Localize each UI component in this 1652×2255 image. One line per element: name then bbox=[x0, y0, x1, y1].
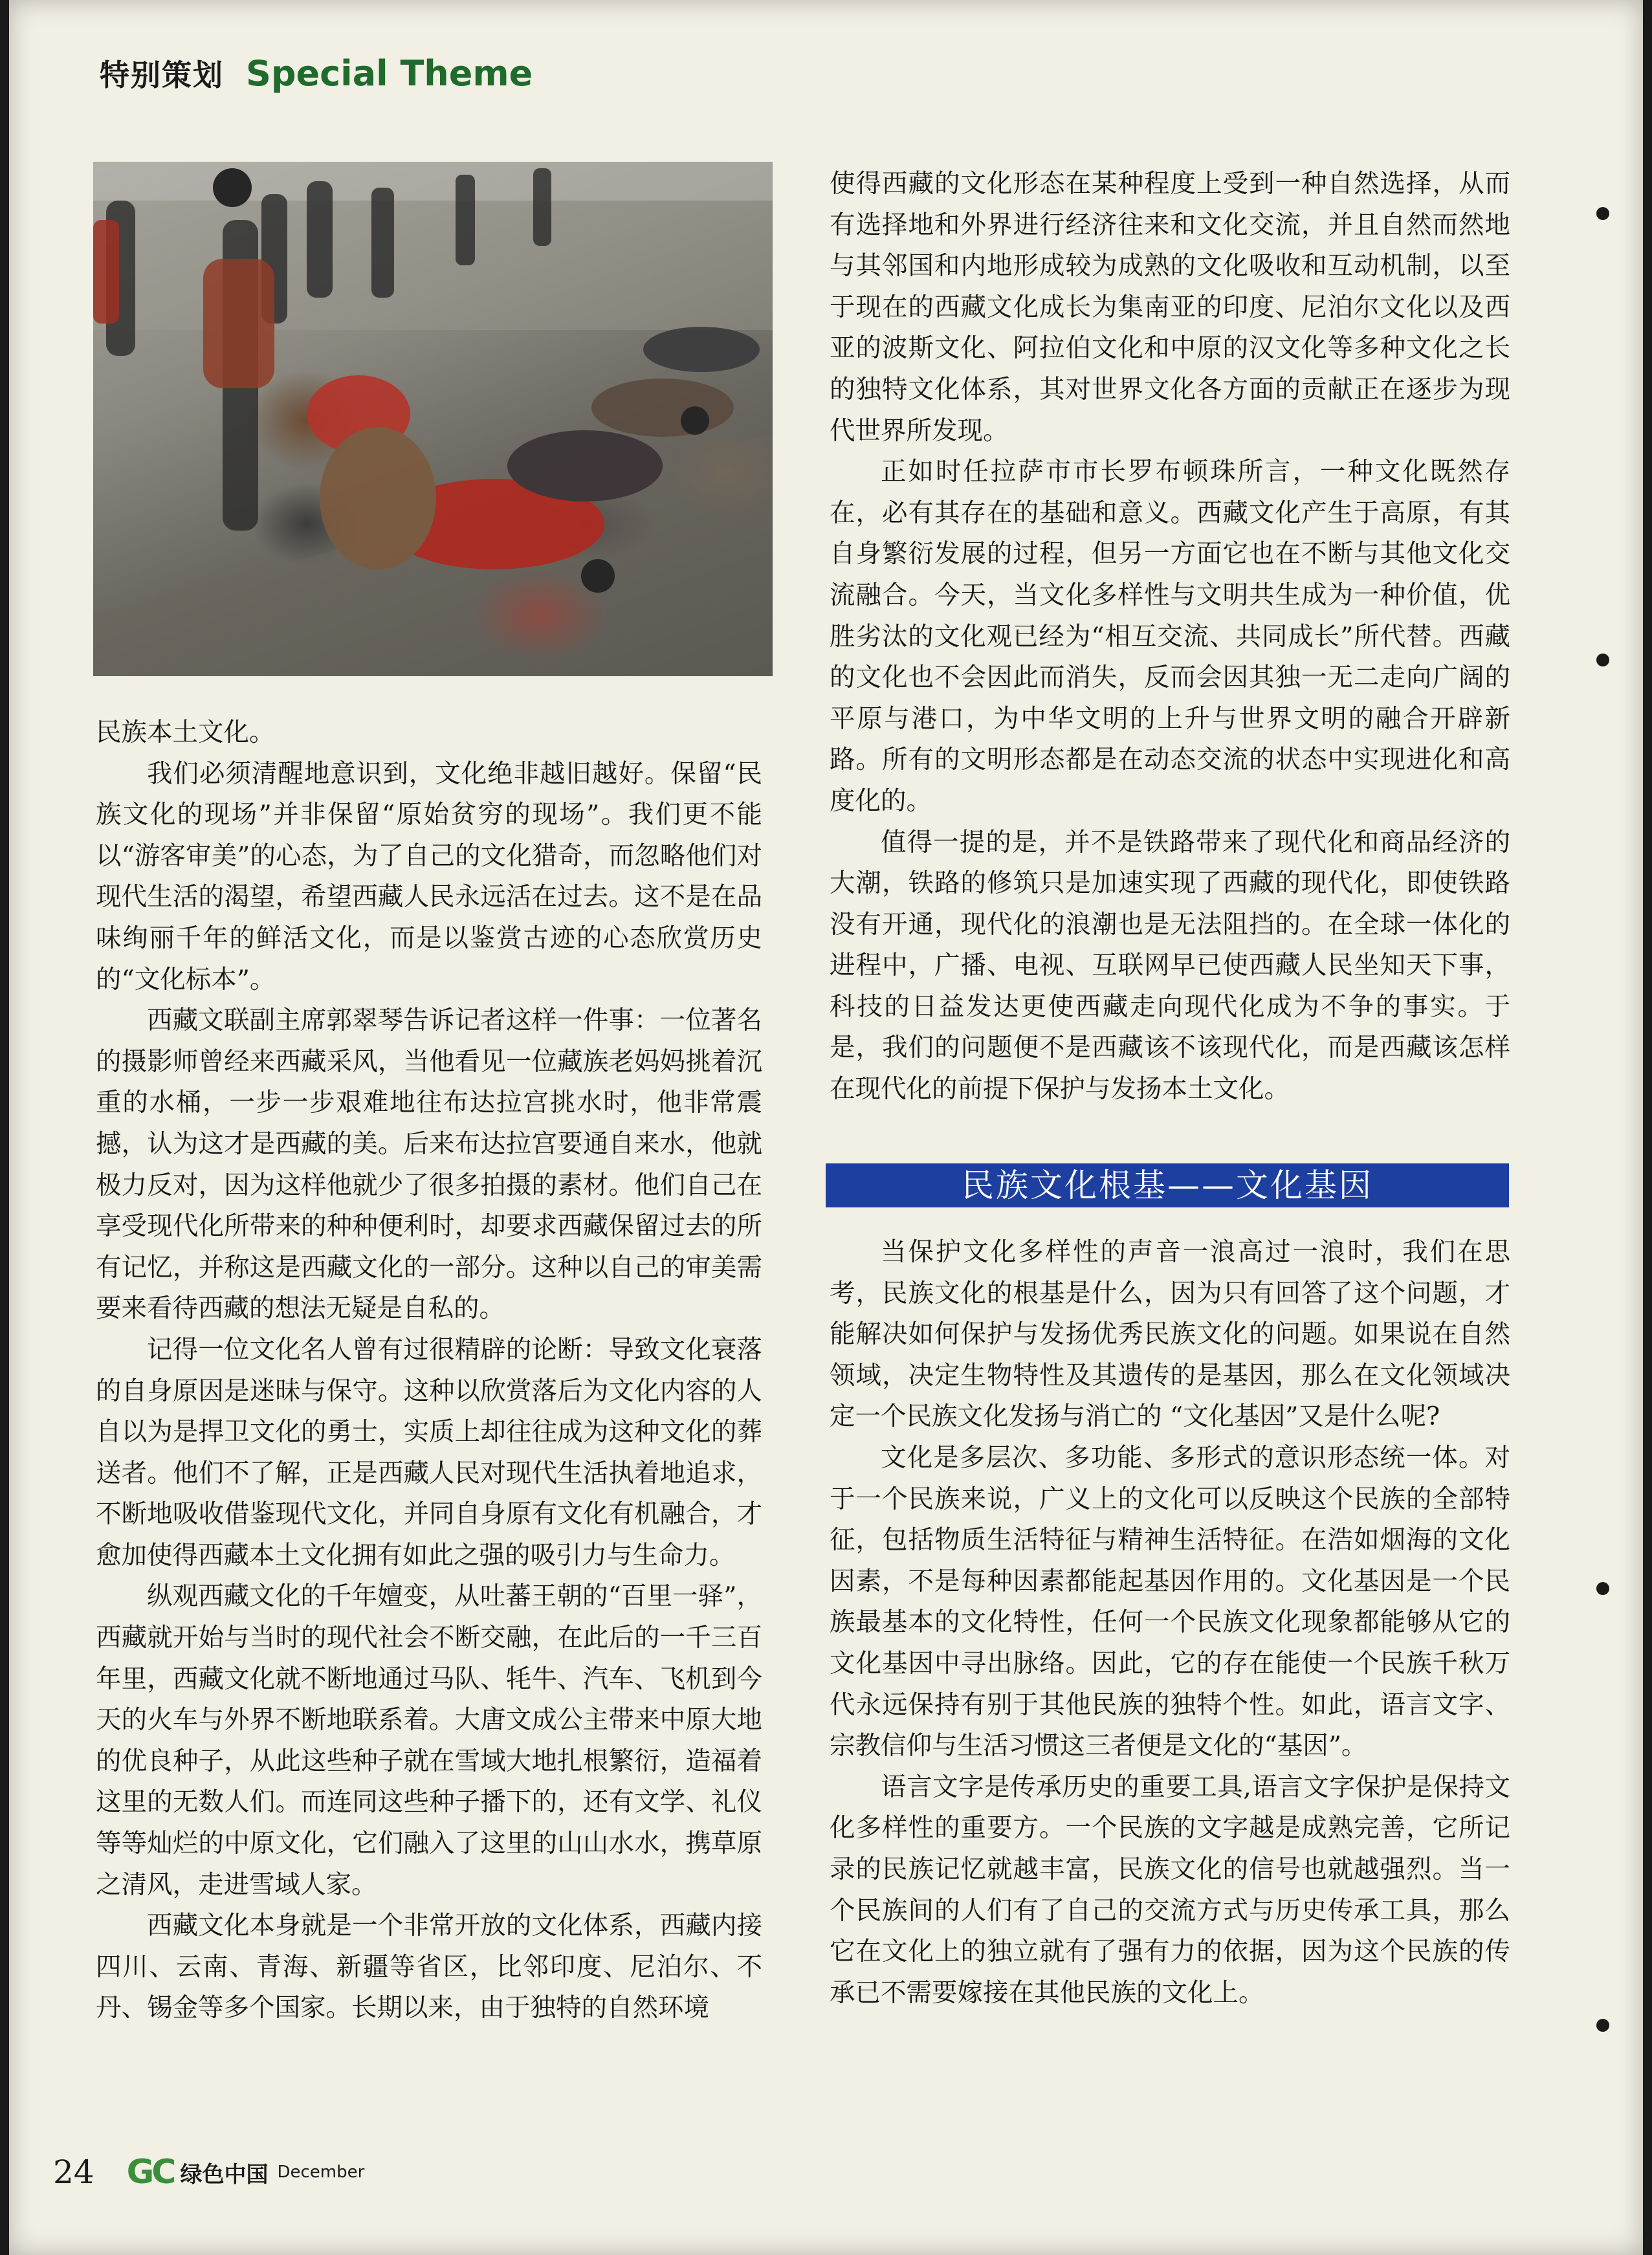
photo-illustration bbox=[93, 162, 773, 676]
page-number: 24 bbox=[53, 2153, 94, 2191]
section-heading: 民族文化根基——文化基因 bbox=[826, 1163, 1509, 1207]
binder-hole-icon bbox=[1596, 654, 1609, 666]
paragraph: 纵观西藏文化的千年嬗变，从吐蕃王朝的“百里一驿”，西藏就开始与当时的现代社会不断交融，在此后的一千三百年里，西藏文化就不断地通过马队、牦牛、汽车、飞机到今天的火车与外界不断地联系着。大唐文成公主带来中原大地的优良种子，从此这些种子就在雪域大地扎根繁衍，造福着这里的无数人们。而连同这些种子播下的，还有文学、礼仪等等灿烂的中原文化，它们融入了这里的山山水水，携草原之清风，走进雪域人家。 bbox=[96, 1581, 762, 1900]
paragraph: 当保护文化多样性的声音一浪高过一浪时，我们在思考，民族文化的根基是什么，因为只有回答了这个问题，才能解决如何保护与发扬优秀民族文化的问题。如果说在自然领域，决定生物特性及其遗传的是基因，那么在文化领域决定一个民族文化发扬与消亡的 “文化基因”又是什么呢? bbox=[830, 1237, 1510, 1432]
left-column bbox=[96, 712, 762, 2029]
issue-month: December bbox=[277, 2162, 365, 2182]
magazine-name: 绿色中国 bbox=[180, 2161, 269, 2188]
section-title-en: Special Theme bbox=[246, 53, 533, 94]
paragraph: 西藏文联副主席郭翠琴告诉记者这样一件事：一位著名的摄影师曾经来西藏采风，当他看见一位藏族老妈妈挑着沉重的水桶，一步一步艰难地往布达拉宫挑水时，他非常震撼，认为这才是西藏的美。后来布达拉宫要通自来水，他就极力反对，因为这样他就少了很多拍摄的素材。他们自己在享受现代化所带来的种种便利时，却要求西藏保留过去的所有记忆，并称这是西藏文化的一部分。这种以自己的审美需要来看待西藏的想法无疑是自私的。 bbox=[96, 1006, 762, 1324]
binder-hole-icon bbox=[1596, 207, 1609, 220]
paragraph: 正如时任拉萨市市长罗布顿珠所言，一种文化既然存在，必有其存在的基础和意义。西藏文化产生于高原，有其自身繁衍发展的过程，但另一方面它也在不断与其他文化交流融合。今天，当文化多样性与文明共生成为一种价值，优胜劣汰的文化观已经为“相互交流、共同成长”所代替。西藏的文化也不会因此而消失，反而会因其独一无二走向广阔的平原与港口，为中华文明的上升与世界文明的融合开辟新路。所有的文明形态都是在动态交流的状态中实现进化和高度化的。 bbox=[830, 457, 1510, 816]
magazine-page bbox=[9, 0, 1643, 2255]
paragraph: 使得西藏的文化形态在某种程度上受到一种自然选择，从而有选择地和外界进行经济往来和文化交流，并且自然而然地与其邻国和内地形成较为成熟的文化吸收和互动机制，以至于现在的西藏文化成长为集南亚的印度、尼泊尔文化以及西亚的波斯文化、阿拉伯文化和中原的汉文化等多种文化之长的独特文化体系，其对世界文化各方面的贡献正在逐步为现代世界所发现。 bbox=[830, 169, 1510, 446]
section-header bbox=[100, 52, 533, 97]
binder-hole-icon bbox=[1596, 1582, 1609, 1595]
magazine-logo: GC bbox=[126, 2153, 174, 2192]
section-title-cn: 特别策划 bbox=[100, 58, 224, 93]
paragraph: 我们必须清醒地意识到，文化绝非越旧越好。保留“民族文化的现场”并非保留“原始贫穷的现场”。我们更不能以“游客审美”的心态，为了自己的文化猎奇，而忽略他们对现代生活的渴望，希望西藏人民永远活在过去。这不是在品味绚丽千年的鲜活文化，而是以鉴赏古迹的心态欣赏历史的“文化标本”。 bbox=[96, 758, 762, 995]
paragraph: 语言文字是传承历史的重要工具,语言文字保护是保持文化多样性的重要方。一个民族的文字越是成熟完善，它所记录的民族记忆就越丰富，民族文化的信号也就越强烈。当一个民族间的人们有了自己的交流方式与历史传承工具，那么它在文化上的独立就有了强有力的依据，因为这个民族的传承已不需要嫁接在其他民族的文化上。 bbox=[830, 1772, 1510, 2008]
paragraph: 记得一位文化名人曾有过很精辟的论断：导致文化衰落的自身原因是迷昧与保守。这种以欣赏落后为文化内容的人自以为是捍卫文化的勇士，实质上却往往成为这种文化的葬送者。他们不了解，正是西藏人民对现代生活执着地追求，不断地吸收借鉴现代文化，并同自身原有文化有机融合，才愈加使得西藏本土文化拥有如此之强的吸引力与生命力。 bbox=[96, 1334, 762, 1570]
binder-hole-icon bbox=[1596, 2019, 1609, 2032]
paragraph: 西藏文化本身就是一个非常开放的文化体系，西藏内接四川、云南、青海、新疆等省区，比邻印度、尼泊尔、不丹、锡金等多个国家。长期以来，由于独特的自然环境 bbox=[96, 1911, 762, 2023]
page-footer bbox=[53, 2150, 364, 2195]
right-column-top bbox=[830, 164, 1510, 1110]
pilgrims-photo bbox=[93, 162, 773, 676]
right-column-bottom bbox=[830, 1232, 1510, 2014]
paragraph: 值得一提的是，并不是铁路带来了现代化和商品经济的大潮，铁路的修筑只是加速实现了西藏的现代化，即使铁路没有开通，现代化的浪潮也是无法阻挡的。在全球一体化的进程中，广播、电视、互联网早已使西藏人民坐知天下事，科技的日益发达更使西藏走向现代化成为不争的事实。于是，我们的问题便不是西藏该不该现代化，而是西藏该怎样在现代化的前提下保护与发扬本土文化。 bbox=[830, 827, 1510, 1105]
paragraph: 民族本土文化。 bbox=[96, 718, 275, 747]
paragraph: 文化是多层次、多功能、多形式的意识形态统一体。对于一个民族来说，广义上的文化可以反映这个民族的全部特征，包括物质生活特征与精神生活特征。在浩如烟海的文化因素，不是每种因素都能起基因作用的。文化基因是一个民族最基本的文化特性，任何一个民族文化现象都能够从它的文化基因中寻出脉络。因此，它的存在能使一个民族千秋万代永远保持有别于其他民族的独特个性。如此，语言文字、宗教信仰与生活习惯这三者便是文化的“基因”。 bbox=[830, 1442, 1510, 1761]
